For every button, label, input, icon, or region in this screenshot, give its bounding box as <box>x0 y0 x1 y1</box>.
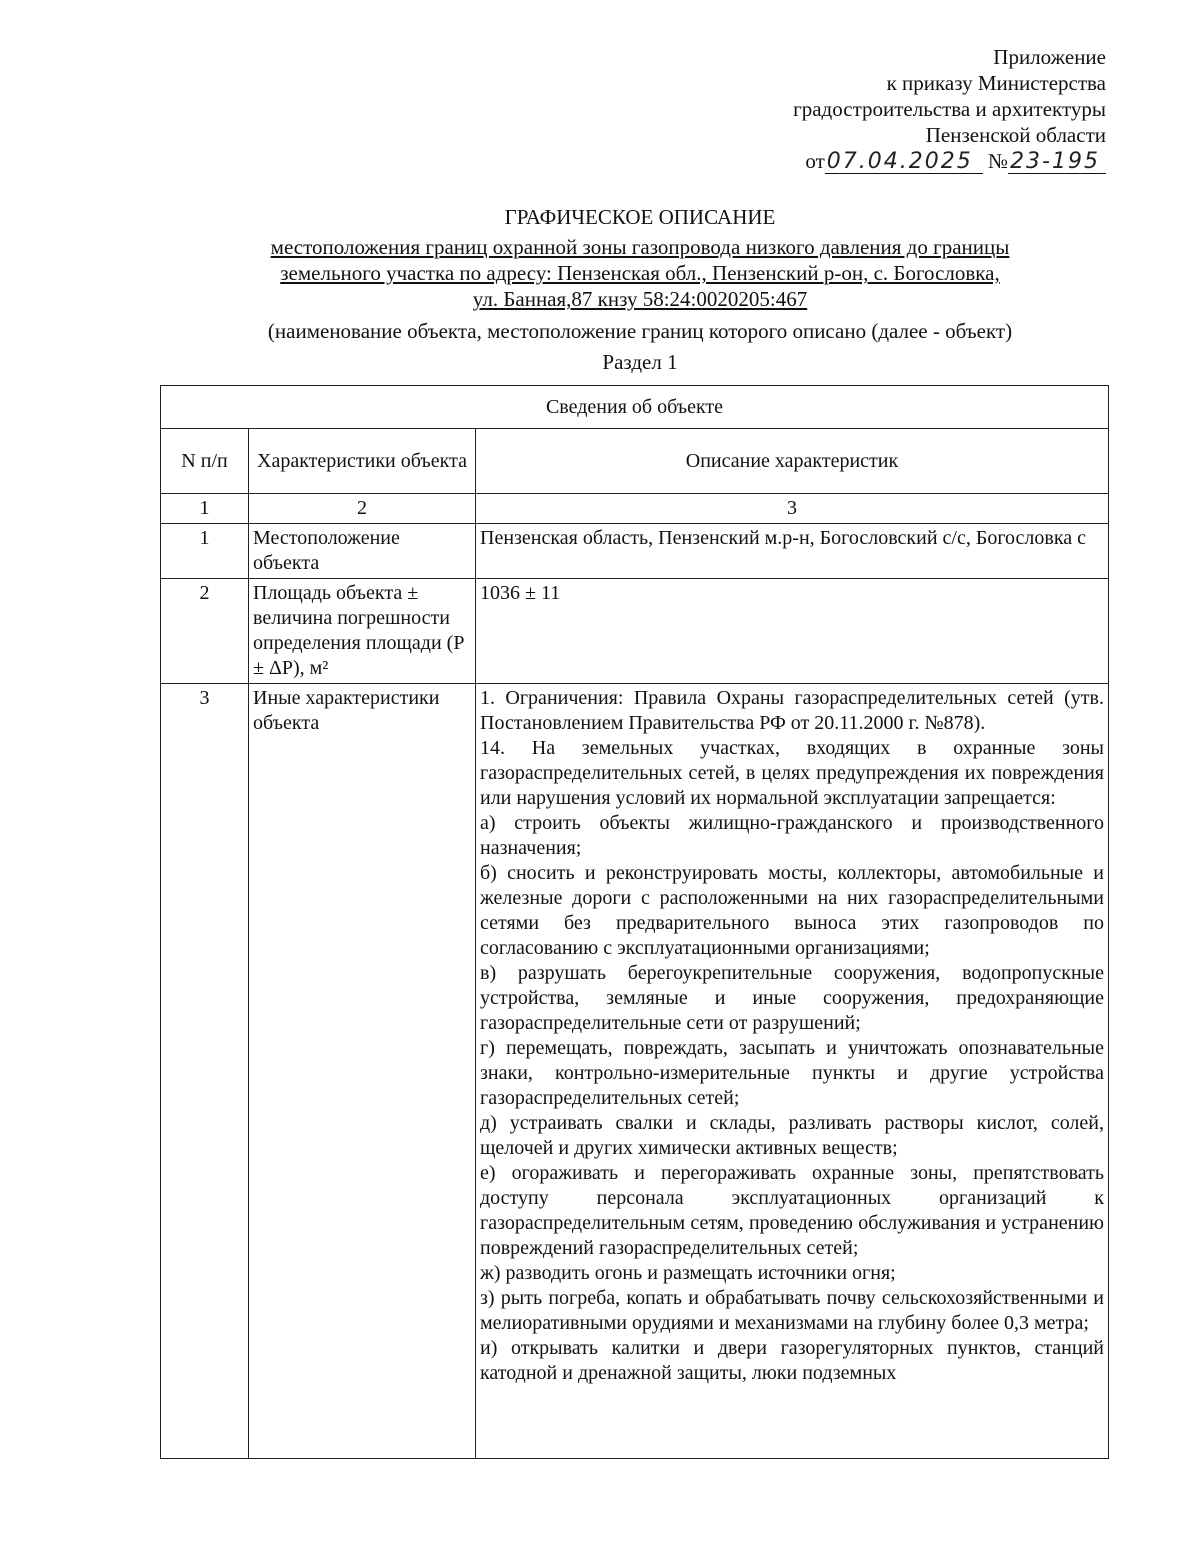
table-row <box>161 684 1109 1459</box>
restriction-paragraph: 14. На земельных участках, входящих в охранные зоны газораспределительных сетей, в целях предупреждения их повреждения или нарушения условий их нормальной эксплуатации запрещается: <box>480 737 1104 809</box>
from-label: от <box>805 149 825 173</box>
header-description: Описание характеристик <box>476 429 1109 494</box>
table-caption-row <box>161 386 1109 429</box>
row-1-name: Местоположение объекта <box>249 524 476 579</box>
appendix-line-4: Пензенской области <box>925 123 1106 147</box>
number-label: № <box>988 149 1009 173</box>
title-line-1: местоположения границ охранной зоны газопровода низкого давления до границы <box>270 235 1010 259</box>
header-num: N п/п <box>161 429 249 494</box>
restriction-paragraph: г) перемещать, повреждать, засыпать и уничтожать опознавательные знаки, контрольно-измерительные пункты и другие устройства газораспределительных сетей; <box>480 1037 1104 1109</box>
order-date-number <box>793 148 1106 174</box>
column-number-row <box>161 494 1109 524</box>
appendix-block <box>793 44 1106 174</box>
document-title-block <box>160 204 1120 344</box>
document-title: ГРАФИЧЕСКОЕ ОПИСАНИЕ <box>504 205 776 229</box>
row-3-num: 3 <box>161 684 249 1459</box>
table-caption: Сведения об объекте <box>161 386 1109 429</box>
col-number-2: 2 <box>249 494 476 524</box>
row-1-desc: Пензенская область, Пензенский м.р-н, Богословский с/с, Богословка с <box>476 524 1109 579</box>
handwritten-date: 07.04.2025 <box>825 151 983 174</box>
col-number-1: 1 <box>161 494 249 524</box>
handwritten-number: 23-195 <box>1008 151 1106 174</box>
row-2-num: 2 <box>161 579 249 684</box>
title-line-2: земельного участка по адресу: Пензенская обл., Пензенский р-он, с. Богословка, <box>280 261 1000 285</box>
restriction-paragraph: з) рыть погреба, копать и обрабатывать почву сельскохозяйственными и мелиоративными орудиями и механизмами на глубину более 0,3 метра; <box>480 1287 1104 1334</box>
row-1-num: 1 <box>161 524 249 579</box>
table-row <box>161 579 1109 684</box>
restriction-paragraph: и) открывать калитки и двери газорегуляторных пунктов, станций катодной и дренажной защиты, люки подземных <box>480 1337 1104 1384</box>
object-info-table <box>160 385 1109 1459</box>
table-row <box>161 524 1109 579</box>
title-line-3: ул. Банная,87 кнзу 58:24:0020205:467 <box>472 287 808 311</box>
row-3-desc <box>476 684 1109 1459</box>
table-header-row <box>161 429 1109 494</box>
section-label: Раздел 1 <box>602 350 678 374</box>
row-3-name: Иные характеристики объекта <box>249 684 476 1459</box>
appendix-line-1: Приложение <box>993 45 1106 69</box>
restriction-paragraph: ж) разводить огонь и размещать источники огня; <box>480 1262 896 1284</box>
appendix-line-3: градостроительства и архитектуры <box>793 97 1106 121</box>
header-characteristics: Характеристики объекта <box>249 429 476 494</box>
appendix-line-2: к приказу Министерства <box>886 71 1106 95</box>
restriction-paragraph: б) сносить и реконструировать мосты, коллекторы, автомобильные и железные дороги с расположенными на них газораспределительными сетями без предварительного выноса этих газопроводов по согласованию с эксплуатационными организациями; <box>480 862 1104 959</box>
row-2-desc: 1036 ± 11 <box>476 579 1109 684</box>
restriction-paragraph: е) огораживать и перегораживать охранные зоны, препятствовать доступу персонала эксплуатационных организаций к газораспределительным сетям, проведению обслуживания и устранению повреждений газораспределительных сетей; <box>480 1162 1104 1259</box>
restriction-paragraph: 1. Ограничения: Правила Охраны газораспределительных сетей (утв. Постановлением Правительства РФ от 20.11.2000 г. №878). <box>480 687 1104 734</box>
restriction-paragraph: в) разрушать берегоукрепительные сооружения, водопропускные устройства, земляные и иные сооружения, предохраняющие газораспределительные сети от разрушений; <box>480 962 1104 1034</box>
restriction-paragraph: д) устраивать свалки и склады, разливать растворы кислот, солей, щелочей и других химически активных веществ; <box>480 1112 1104 1159</box>
title-caption: (наименование объекта, местоположение границ которого описано (далее - объект) <box>267 319 1013 343</box>
row-2-name: Площадь объекта ± величина погрешности определения площади (P ± ΔP), м² <box>249 579 476 684</box>
col-number-3: 3 <box>476 494 1109 524</box>
restriction-paragraph: а) строить объекты жилищно-гражданского и производственного назначения; <box>480 812 1104 859</box>
